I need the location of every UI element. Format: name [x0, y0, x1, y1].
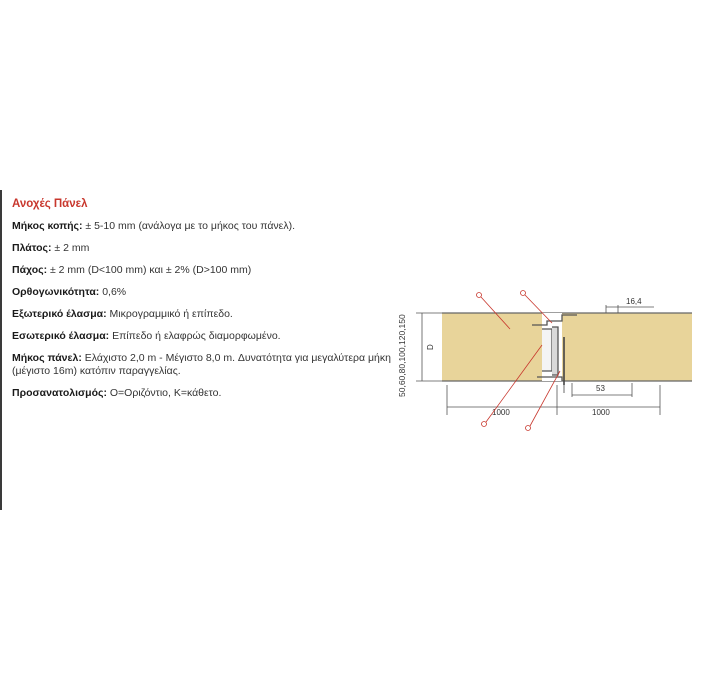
spec-label: Εσωτερικό έλασμα: [12, 330, 110, 342]
spec-label: Πάχος: [12, 264, 48, 276]
spec-value: ± 2 mm [51, 242, 90, 254]
left-border-rule [0, 190, 2, 510]
panel-core [442, 313, 692, 381]
spec-row-cut-length [12, 220, 392, 233]
thickness-symbol: D [426, 344, 435, 350]
dim-label-offset: 53 [596, 384, 605, 393]
spec-label: Πλάτος: [12, 242, 52, 254]
dim-label-width-right: 1000 [592, 408, 610, 417]
section-title: Ανοχές Πάνελ [12, 198, 88, 210]
spec-value: ± 5-10 mm (ανάλογα με το μήκος του πάνελ). [82, 220, 295, 232]
thickness-options-label: 50,60,80,100,120,150 [397, 314, 407, 397]
spec-row-inner-sheet [12, 330, 392, 343]
spec-row-outer-sheet [12, 308, 392, 321]
spec-value: Ο=Οριζόντιο, Κ=κάθετο. [106, 387, 222, 399]
spec-label: Εξωτερικό έλασμα: [12, 308, 107, 320]
spec-row-thickness [12, 264, 392, 277]
spec-value: ± 2 mm (D<100 mm) και ± 2% (D>100 mm) [47, 264, 252, 276]
tolerances-section [12, 198, 392, 409]
spec-value: 0,6% [99, 286, 127, 298]
spec-label: Μήκος πάνελ: [12, 352, 82, 364]
dim-label-top: 16,4 [626, 297, 642, 306]
spec-row-orientation [12, 387, 392, 400]
spec-value: Επίπεδο ή ελαφρώς διαμορφωμένο. [109, 330, 281, 342]
spec-label: Ορθογωνικότητα: [12, 286, 100, 298]
spec-row-squareness [12, 286, 392, 299]
spec-value: Μικρογραμμικό ή επίπεδο. [106, 308, 233, 320]
spec-value: Ελάχιστο 2,0 m - Μέγιστο 8,0 m. Δυνατότητα για μεγαλύτερα μήκη (μέγιστο 16m) κατόπιν παραγγελίας. [12, 352, 391, 377]
dim-label-width-left: 1000 [492, 408, 510, 417]
panel-cross-section-diagram [392, 285, 692, 435]
spec-label: Προσανατολισμός: [12, 387, 107, 399]
spec-label: Μήκος κοπής: [12, 220, 83, 232]
spec-row-panel-length [12, 352, 392, 378]
spec-row-width [12, 242, 392, 255]
